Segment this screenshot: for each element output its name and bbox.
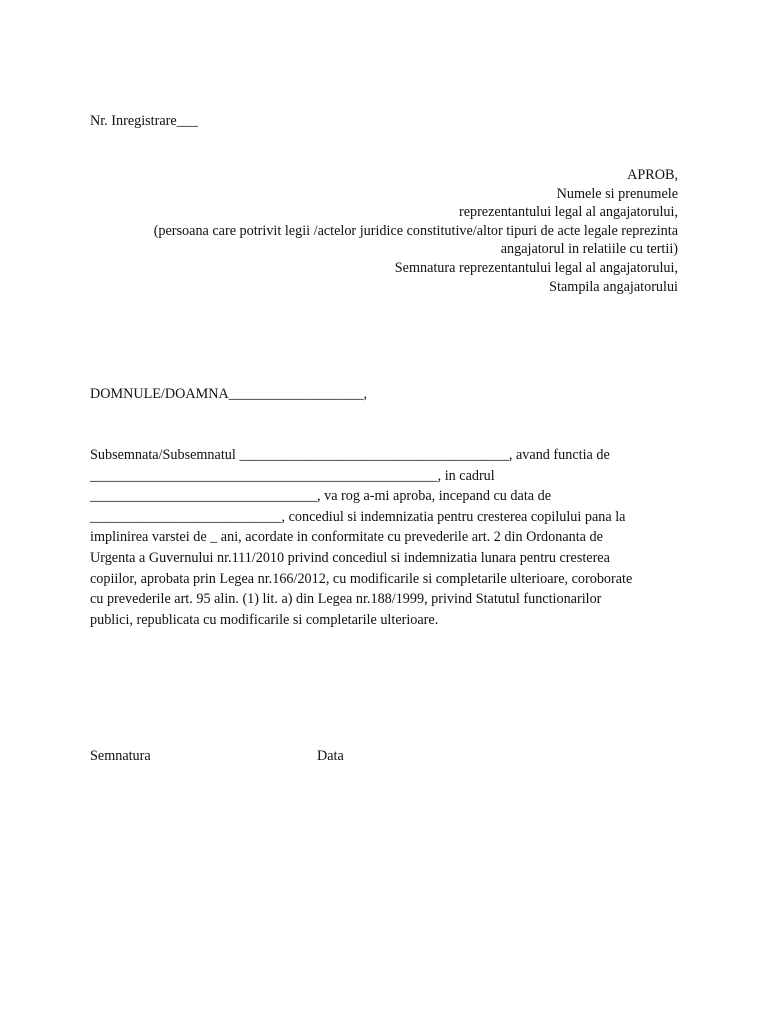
approval-line: Semnatura reprezentantului legal al angajatorului, — [394, 259, 678, 276]
body-line: _________________________________________________, in cadrul — [90, 467, 495, 484]
body-line: ________________________________, va rog a-mi aproba, incepand cu data de — [90, 488, 551, 505]
approval-line: angajatorul in relatiile cu tertii) — [500, 241, 678, 258]
approval-line: reprezentantului legal al angajatorului, — [458, 204, 678, 221]
salutation: DOMNULE/DOAMNA___________________, — [90, 386, 368, 402]
signature-label: Semnatura — [90, 748, 151, 764]
body-line: copiilor, aprobata prin Legea nr.166/2012, cu modificarile si completarile ulterioare, coroborate — [90, 570, 633, 587]
approval-line: APROB, — [627, 167, 678, 183]
request-body — [90, 445, 680, 630]
approval-line: Numele si prenumele — [556, 185, 678, 202]
registration-number: Nr. Inregistrare___ — [90, 113, 198, 129]
body-line: publici, republicata cu modificarile si completarile ulterioare. — [90, 611, 439, 628]
approval-line: (persoana care potrivit legii /actelor juridice constitutive/altor tipuri de acte legale reprezinta — [153, 222, 678, 239]
body-line: Subsemnata/Subsemnatul ______________________________________, avand functia de — [90, 447, 610, 463]
body-line: cu prevederile art. 95 alin. (1) lit. a) din Legea nr.188/1999, privind Statutul functionarilor — [90, 591, 602, 608]
body-line: ___________________________, concediul si indemnizatia pentru cresterea copilului pana la — [90, 508, 626, 525]
date-label: Data — [317, 748, 344, 764]
approval-line: Stampila angajatorului — [549, 278, 678, 295]
body-line: Urgenta a Guvernului nr.111/2010 privind concediul si indemnizatia lunara pentru cresterea — [90, 549, 610, 566]
approval-block — [78, 166, 678, 296]
body-line: implinirea varstei de _ ani, acordate in conformitate cu prevederile art. 2 din Ordonanta de — [90, 529, 603, 546]
